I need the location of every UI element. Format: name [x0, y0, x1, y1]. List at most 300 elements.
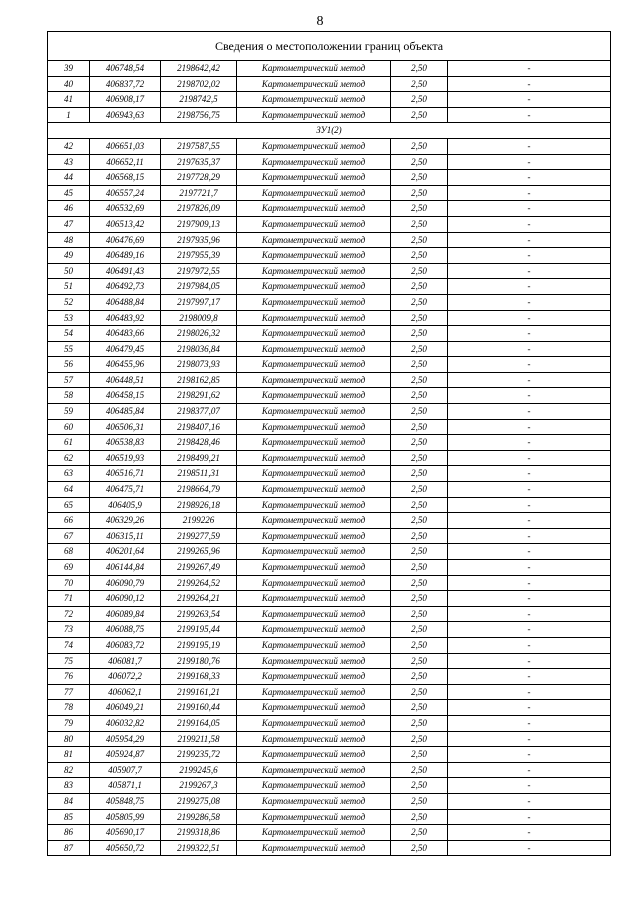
point-number-cell: 39 — [48, 61, 90, 77]
y-coordinate-cell: 2197955,39 — [161, 248, 237, 264]
x-coordinate-cell: 406072,2 — [90, 669, 161, 685]
method-cell: Картометрический метод — [237, 92, 391, 108]
section-row — [48, 123, 611, 139]
point-number-cell: 66 — [48, 513, 90, 529]
y-coordinate-cell: 2199160,44 — [161, 700, 237, 716]
x-coordinate-cell: 406032,82 — [90, 715, 161, 731]
x-coordinate-cell: 406538,83 — [90, 435, 161, 451]
x-coordinate-cell: 406479,45 — [90, 341, 161, 357]
description-cell: - — [448, 840, 611, 856]
description-cell: - — [448, 731, 611, 747]
method-cell: Картометрический метод — [237, 700, 391, 716]
point-number-cell: 55 — [48, 341, 90, 357]
point-number-cell: 83 — [48, 778, 90, 794]
method-cell: Картометрический метод — [237, 591, 391, 607]
table-row — [48, 216, 611, 232]
y-coordinate-cell: 2197984,05 — [161, 279, 237, 295]
point-number-cell: 41 — [48, 92, 90, 108]
point-number-cell: 56 — [48, 357, 90, 373]
y-coordinate-cell: 2199267,3 — [161, 778, 237, 794]
point-number-cell: 79 — [48, 715, 90, 731]
section-label: ЗУ1(2) — [48, 123, 611, 139]
description-cell: - — [448, 185, 611, 201]
accuracy-cell: 2,50 — [391, 653, 448, 669]
table-row — [48, 731, 611, 747]
method-cell: Картометрический метод — [237, 669, 391, 685]
y-coordinate-cell: 2198291,62 — [161, 388, 237, 404]
point-number-cell: 46 — [48, 201, 90, 217]
x-coordinate-cell: 406201,64 — [90, 544, 161, 560]
method-cell: Картометрический метод — [237, 544, 391, 560]
accuracy-cell: 2,50 — [391, 700, 448, 716]
description-cell: - — [448, 793, 611, 809]
accuracy-cell: 2,50 — [391, 372, 448, 388]
accuracy-cell: 2,50 — [391, 528, 448, 544]
description-cell: - — [448, 825, 611, 841]
table-title-row — [48, 32, 611, 61]
description-cell: - — [448, 637, 611, 653]
point-number-cell: 59 — [48, 404, 90, 420]
accuracy-cell: 2,50 — [391, 107, 448, 123]
point-number-cell: 64 — [48, 482, 90, 498]
description-cell: - — [448, 138, 611, 154]
method-cell: Картометрический метод — [237, 326, 391, 342]
y-coordinate-cell: 2199265,96 — [161, 544, 237, 560]
method-cell: Картометрический метод — [237, 450, 391, 466]
method-cell: Картометрический метод — [237, 575, 391, 591]
accuracy-cell: 2,50 — [391, 450, 448, 466]
y-coordinate-cell: 2198026,32 — [161, 326, 237, 342]
y-coordinate-cell: 2197826,09 — [161, 201, 237, 217]
table-row — [48, 92, 611, 108]
point-number-cell: 74 — [48, 637, 90, 653]
point-number-cell: 82 — [48, 762, 90, 778]
method-cell: Картометрический метод — [237, 684, 391, 700]
point-number-cell: 61 — [48, 435, 90, 451]
y-coordinate-cell: 2199286,58 — [161, 809, 237, 825]
accuracy-cell: 2,50 — [391, 825, 448, 841]
method-cell: Картометрический метод — [237, 622, 391, 638]
table-row — [48, 513, 611, 529]
point-number-cell: 54 — [48, 326, 90, 342]
method-cell: Картометрический метод — [237, 435, 391, 451]
x-coordinate-cell: 405871,1 — [90, 778, 161, 794]
point-number-cell: 58 — [48, 388, 90, 404]
accuracy-cell: 2,50 — [391, 263, 448, 279]
point-number-cell: 75 — [48, 653, 90, 669]
description-cell: - — [448, 622, 611, 638]
description-cell: - — [448, 513, 611, 529]
x-coordinate-cell: 406081,7 — [90, 653, 161, 669]
y-coordinate-cell: 2199318,86 — [161, 825, 237, 841]
x-coordinate-cell: 406488,84 — [90, 294, 161, 310]
method-cell: Картометрический метод — [237, 404, 391, 420]
accuracy-cell: 2,50 — [391, 279, 448, 295]
point-number-cell: 86 — [48, 825, 90, 841]
x-coordinate-cell: 406405,9 — [90, 497, 161, 513]
x-coordinate-cell: 406089,84 — [90, 606, 161, 622]
method-cell: Картометрический метод — [237, 76, 391, 92]
y-coordinate-cell: 2199264,52 — [161, 575, 237, 591]
description-cell: - — [448, 684, 611, 700]
method-cell: Картометрический метод — [237, 653, 391, 669]
accuracy-cell: 2,50 — [391, 591, 448, 607]
accuracy-cell: 2,50 — [391, 544, 448, 560]
y-coordinate-cell: 2198702,02 — [161, 76, 237, 92]
y-coordinate-cell: 2198742,5 — [161, 92, 237, 108]
method-cell: Картометрический метод — [237, 388, 391, 404]
description-cell: - — [448, 762, 611, 778]
point-number-cell: 48 — [48, 232, 90, 248]
x-coordinate-cell: 406943,63 — [90, 107, 161, 123]
accuracy-cell: 2,50 — [391, 497, 448, 513]
table-row — [48, 435, 611, 451]
y-coordinate-cell: 2197728,29 — [161, 170, 237, 186]
y-coordinate-cell: 2199322,51 — [161, 840, 237, 856]
point-number-cell: 84 — [48, 793, 90, 809]
y-coordinate-cell: 2198407,16 — [161, 419, 237, 435]
table-row — [48, 232, 611, 248]
description-cell: - — [448, 154, 611, 170]
table-row — [48, 637, 611, 653]
y-coordinate-cell: 2198428,46 — [161, 435, 237, 451]
method-cell: Картометрический метод — [237, 466, 391, 482]
x-coordinate-cell: 406049,21 — [90, 700, 161, 716]
accuracy-cell: 2,50 — [391, 326, 448, 342]
y-coordinate-cell: 2198642,42 — [161, 61, 237, 77]
accuracy-cell: 2,50 — [391, 61, 448, 77]
x-coordinate-cell: 406062,1 — [90, 684, 161, 700]
description-cell: - — [448, 482, 611, 498]
accuracy-cell: 2,50 — [391, 201, 448, 217]
point-number-cell: 67 — [48, 528, 90, 544]
point-number-cell: 70 — [48, 575, 90, 591]
x-coordinate-cell: 406489,16 — [90, 248, 161, 264]
accuracy-cell: 2,50 — [391, 248, 448, 264]
accuracy-cell: 2,50 — [391, 793, 448, 809]
y-coordinate-cell: 2198664,79 — [161, 482, 237, 498]
method-cell: Картометрический метод — [237, 560, 391, 576]
accuracy-cell: 2,50 — [391, 294, 448, 310]
x-coordinate-cell: 406651,03 — [90, 138, 161, 154]
point-number-cell: 87 — [48, 840, 90, 856]
point-number-cell: 42 — [48, 138, 90, 154]
point-number-cell: 72 — [48, 606, 90, 622]
y-coordinate-cell: 2197635,37 — [161, 154, 237, 170]
description-cell: - — [448, 201, 611, 217]
description-cell: - — [448, 357, 611, 373]
description-cell: - — [448, 263, 611, 279]
y-coordinate-cell: 2198511,31 — [161, 466, 237, 482]
y-coordinate-cell: 2199277,59 — [161, 528, 237, 544]
y-coordinate-cell: 2198377,07 — [161, 404, 237, 420]
accuracy-cell: 2,50 — [391, 92, 448, 108]
description-cell: - — [448, 92, 611, 108]
accuracy-cell: 2,50 — [391, 216, 448, 232]
coordinates-table — [47, 31, 611, 856]
method-cell: Картометрический метод — [237, 419, 391, 435]
method-cell: Картометрический метод — [237, 341, 391, 357]
table-row — [48, 76, 611, 92]
method-cell: Картометрический метод — [237, 138, 391, 154]
y-coordinate-cell: 2199211,58 — [161, 731, 237, 747]
x-coordinate-cell: 406519,93 — [90, 450, 161, 466]
y-coordinate-cell: 2198162,85 — [161, 372, 237, 388]
y-coordinate-cell: 2199180,76 — [161, 653, 237, 669]
description-cell: - — [448, 669, 611, 685]
accuracy-cell: 2,50 — [391, 622, 448, 638]
y-coordinate-cell: 2199263,54 — [161, 606, 237, 622]
method-cell: Картометрический метод — [237, 279, 391, 295]
table-row — [48, 684, 611, 700]
table-row — [48, 450, 611, 466]
x-coordinate-cell: 406483,92 — [90, 310, 161, 326]
y-coordinate-cell: 2199195,44 — [161, 622, 237, 638]
x-coordinate-cell: 405907,7 — [90, 762, 161, 778]
method-cell: Картометрический метод — [237, 778, 391, 794]
x-coordinate-cell: 406837,72 — [90, 76, 161, 92]
description-cell: - — [448, 107, 611, 123]
point-number-cell: 62 — [48, 450, 90, 466]
table-row — [48, 809, 611, 825]
point-number-cell: 81 — [48, 747, 90, 763]
table-row — [48, 138, 611, 154]
table-row — [48, 669, 611, 685]
table-row — [48, 170, 611, 186]
x-coordinate-cell: 405690,17 — [90, 825, 161, 841]
point-number-cell: 51 — [48, 279, 90, 295]
point-number-cell: 80 — [48, 731, 90, 747]
table-row — [48, 466, 611, 482]
description-cell: - — [448, 232, 611, 248]
description-cell: - — [448, 294, 611, 310]
accuracy-cell: 2,50 — [391, 513, 448, 529]
description-cell: - — [448, 591, 611, 607]
table-row — [48, 185, 611, 201]
point-number-cell: 63 — [48, 466, 90, 482]
method-cell: Картометрический метод — [237, 310, 391, 326]
point-number-cell: 1 — [48, 107, 90, 123]
table-row — [48, 419, 611, 435]
y-coordinate-cell: 2197935,96 — [161, 232, 237, 248]
x-coordinate-cell: 406532,69 — [90, 201, 161, 217]
table-row — [48, 622, 611, 638]
y-coordinate-cell: 2199245,6 — [161, 762, 237, 778]
point-number-cell: 77 — [48, 684, 90, 700]
accuracy-cell: 2,50 — [391, 731, 448, 747]
point-number-cell: 49 — [48, 248, 90, 264]
y-coordinate-cell: 2199235,72 — [161, 747, 237, 763]
accuracy-cell: 2,50 — [391, 778, 448, 794]
description-cell: - — [448, 700, 611, 716]
method-cell: Картометрический метод — [237, 232, 391, 248]
y-coordinate-cell: 2199164,05 — [161, 715, 237, 731]
x-coordinate-cell: 406315,11 — [90, 528, 161, 544]
accuracy-cell: 2,50 — [391, 138, 448, 154]
accuracy-cell: 2,50 — [391, 840, 448, 856]
method-cell: Картометрический метод — [237, 216, 391, 232]
description-cell: - — [448, 497, 611, 513]
point-number-cell: 78 — [48, 700, 90, 716]
accuracy-cell: 2,50 — [391, 809, 448, 825]
method-cell: Картометрический метод — [237, 185, 391, 201]
description-cell: - — [448, 450, 611, 466]
y-coordinate-cell: 2197721,7 — [161, 185, 237, 201]
x-coordinate-cell: 406557,24 — [90, 185, 161, 201]
method-cell: Картометрический метод — [237, 357, 391, 373]
accuracy-cell: 2,50 — [391, 747, 448, 763]
x-coordinate-cell: 406908,17 — [90, 92, 161, 108]
table-row — [48, 528, 611, 544]
x-coordinate-cell: 406458,15 — [90, 388, 161, 404]
table-row — [48, 560, 611, 576]
accuracy-cell: 2,50 — [391, 606, 448, 622]
table-row — [48, 357, 611, 373]
table-title: Сведения о местоположении границ объекта — [48, 32, 611, 61]
description-cell: - — [448, 560, 611, 576]
description-cell: - — [448, 715, 611, 731]
point-number-cell: 40 — [48, 76, 90, 92]
method-cell: Картометрический метод — [237, 294, 391, 310]
method-cell: Картометрический метод — [237, 61, 391, 77]
accuracy-cell: 2,50 — [391, 435, 448, 451]
point-number-cell: 69 — [48, 560, 90, 576]
table-row — [48, 107, 611, 123]
description-cell: - — [448, 528, 611, 544]
method-cell: Картометрический метод — [237, 107, 391, 123]
x-coordinate-cell: 406506,31 — [90, 419, 161, 435]
point-number-cell: 47 — [48, 216, 90, 232]
table-row — [48, 201, 611, 217]
accuracy-cell: 2,50 — [391, 669, 448, 685]
table-row — [48, 544, 611, 560]
accuracy-cell: 2,50 — [391, 388, 448, 404]
description-cell: - — [448, 809, 611, 825]
y-coordinate-cell: 2198926,18 — [161, 497, 237, 513]
x-coordinate-cell: 406748,54 — [90, 61, 161, 77]
description-cell: - — [448, 466, 611, 482]
x-coordinate-cell: 406090,79 — [90, 575, 161, 591]
description-cell: - — [448, 575, 611, 591]
x-coordinate-cell: 405805,99 — [90, 809, 161, 825]
point-number-cell: 68 — [48, 544, 90, 560]
x-coordinate-cell: 406475,71 — [90, 482, 161, 498]
accuracy-cell: 2,50 — [391, 762, 448, 778]
table-row — [48, 372, 611, 388]
point-number-cell: 57 — [48, 372, 90, 388]
x-coordinate-cell: 406516,71 — [90, 466, 161, 482]
x-coordinate-cell: 406491,43 — [90, 263, 161, 279]
x-coordinate-cell: 406090,12 — [90, 591, 161, 607]
table-row — [48, 653, 611, 669]
accuracy-cell: 2,50 — [391, 154, 448, 170]
table-row — [48, 279, 611, 295]
method-cell: Картометрический метод — [237, 731, 391, 747]
x-coordinate-cell: 406088,75 — [90, 622, 161, 638]
table-row — [48, 326, 611, 342]
description-cell: - — [448, 606, 611, 622]
method-cell: Картометрический метод — [237, 606, 391, 622]
table-row — [48, 778, 611, 794]
description-cell: - — [448, 747, 611, 763]
method-cell: Картометрический метод — [237, 840, 391, 856]
accuracy-cell: 2,50 — [391, 341, 448, 357]
method-cell: Картометрический метод — [237, 248, 391, 264]
accuracy-cell: 2,50 — [391, 170, 448, 186]
y-coordinate-cell: 2198036,84 — [161, 341, 237, 357]
table-row — [48, 310, 611, 326]
method-cell: Картометрический метод — [237, 747, 391, 763]
x-coordinate-cell: 406483,66 — [90, 326, 161, 342]
table-row — [48, 591, 611, 607]
accuracy-cell: 2,50 — [391, 76, 448, 92]
accuracy-cell: 2,50 — [391, 419, 448, 435]
method-cell: Картометрический метод — [237, 513, 391, 529]
y-coordinate-cell: 2197997,17 — [161, 294, 237, 310]
table-row — [48, 840, 611, 856]
method-cell: Картометрический метод — [237, 528, 391, 544]
method-cell: Картометрический метод — [237, 762, 391, 778]
method-cell: Картометрический метод — [237, 825, 391, 841]
description-cell: - — [448, 76, 611, 92]
y-coordinate-cell: 2198009,8 — [161, 310, 237, 326]
description-cell: - — [448, 544, 611, 560]
point-number-cell: 52 — [48, 294, 90, 310]
y-coordinate-cell: 2197909,13 — [161, 216, 237, 232]
y-coordinate-cell: 2199168,33 — [161, 669, 237, 685]
point-number-cell: 73 — [48, 622, 90, 638]
description-cell: - — [448, 341, 611, 357]
description-cell: - — [448, 435, 611, 451]
y-coordinate-cell: 2198073,93 — [161, 357, 237, 373]
x-coordinate-cell: 405954,29 — [90, 731, 161, 747]
point-number-cell: 45 — [48, 185, 90, 201]
description-cell: - — [448, 419, 611, 435]
y-coordinate-cell: 2199264,21 — [161, 591, 237, 607]
table-row — [48, 497, 611, 513]
description-cell: - — [448, 372, 611, 388]
description-cell: - — [448, 170, 611, 186]
x-coordinate-cell: 405650,72 — [90, 840, 161, 856]
table-row — [48, 747, 611, 763]
method-cell: Картометрический метод — [237, 201, 391, 217]
x-coordinate-cell: 406144,84 — [90, 560, 161, 576]
point-number-cell: 43 — [48, 154, 90, 170]
description-cell: - — [448, 388, 611, 404]
point-number-cell: 53 — [48, 310, 90, 326]
accuracy-cell: 2,50 — [391, 310, 448, 326]
description-cell: - — [448, 279, 611, 295]
table-row — [48, 404, 611, 420]
table-row — [48, 248, 611, 264]
table-row — [48, 482, 611, 498]
method-cell: Картометрический метод — [237, 637, 391, 653]
x-coordinate-cell: 406329,26 — [90, 513, 161, 529]
point-number-cell: 65 — [48, 497, 90, 513]
table-row — [48, 575, 611, 591]
table-row — [48, 606, 611, 622]
x-coordinate-cell: 405924,87 — [90, 747, 161, 763]
accuracy-cell: 2,50 — [391, 637, 448, 653]
point-number-cell: 60 — [48, 419, 90, 435]
y-coordinate-cell: 2199275,08 — [161, 793, 237, 809]
y-coordinate-cell: 2199195,19 — [161, 637, 237, 653]
point-number-cell: 44 — [48, 170, 90, 186]
method-cell: Картометрический метод — [237, 154, 391, 170]
table-row — [48, 715, 611, 731]
y-coordinate-cell: 2197972,55 — [161, 263, 237, 279]
accuracy-cell: 2,50 — [391, 185, 448, 201]
